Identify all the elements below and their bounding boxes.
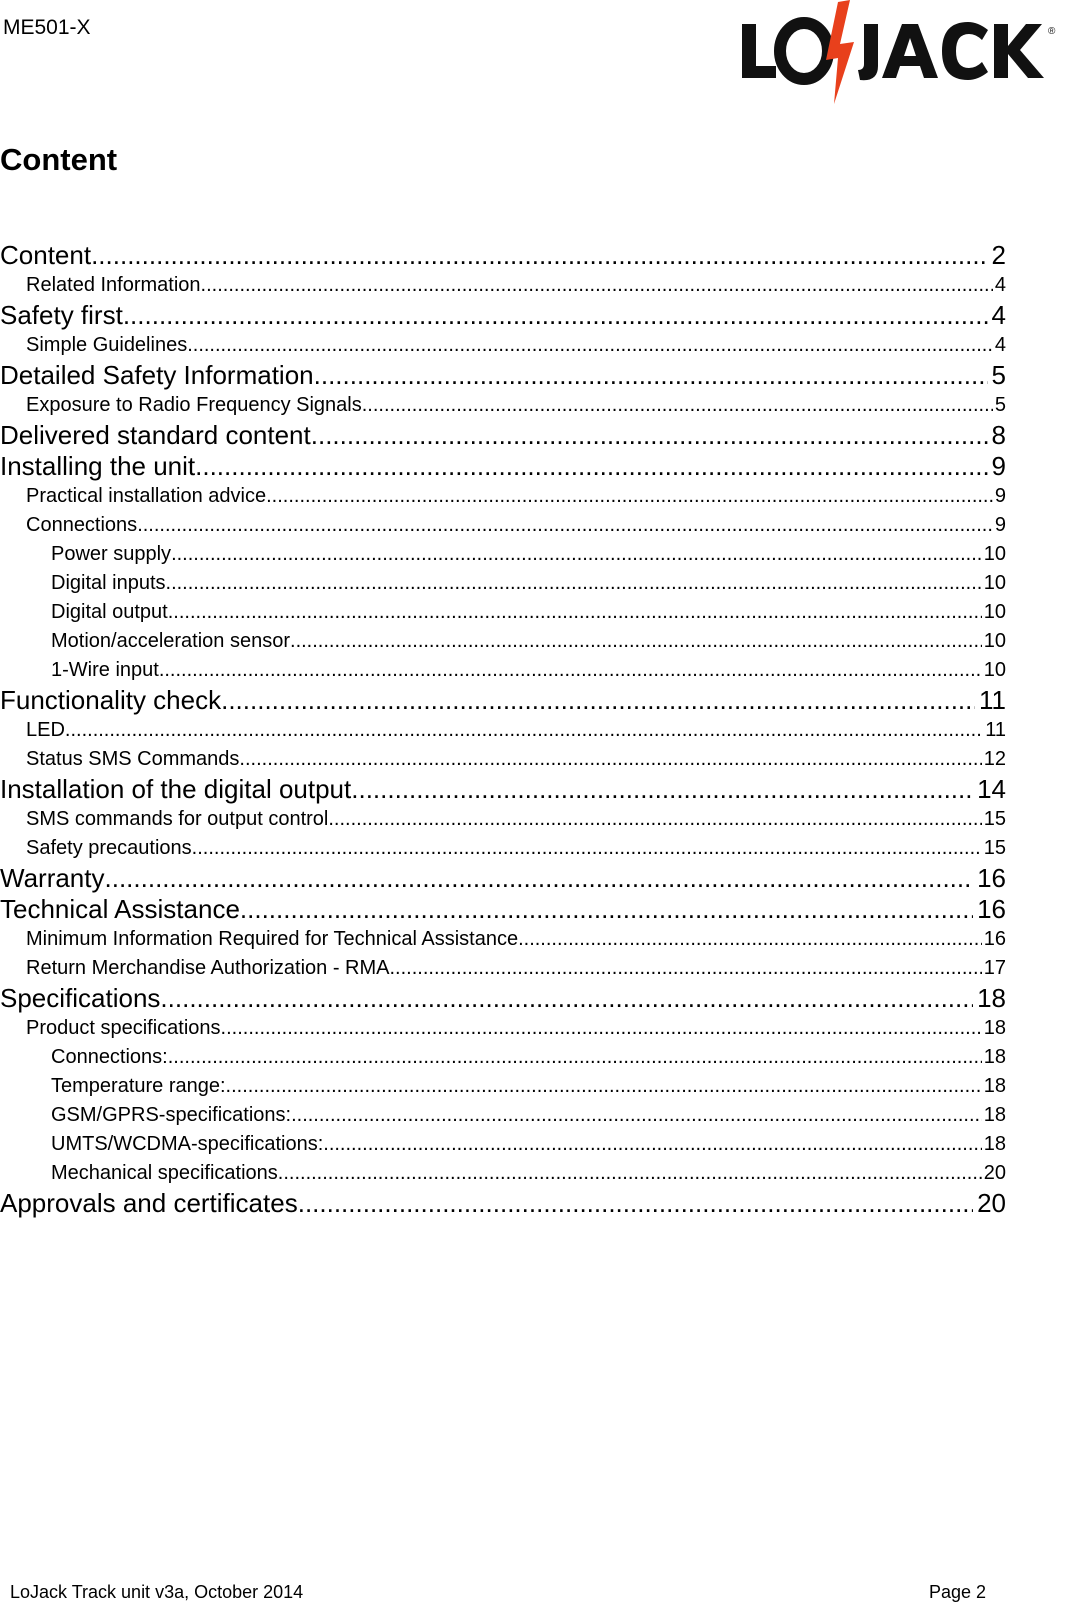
logo-letter-l [742,24,776,78]
toc-dot-leader [192,834,982,863]
toc-entry-label: Practical installation advice [26,485,267,507]
toc-entry[interactable] [0,391,1006,420]
toc-entry-page-number: 4 [994,274,1006,296]
toc-entry-page-number: 16 [977,863,1006,893]
toc-dot-leader [137,511,993,540]
toc-entry-page-number: 20 [983,1162,1006,1184]
toc-entry[interactable] [0,420,1006,451]
toc-entry[interactable] [0,1043,1006,1072]
toc-entry-page-number: 16 [983,928,1006,950]
toc-entry[interactable] [0,451,1006,482]
toc-entry[interactable] [0,1130,1006,1159]
toc-entry[interactable] [0,685,1006,716]
toc-entry[interactable] [0,1188,1006,1219]
toc-dot-leader [239,745,981,774]
toc-dot-leader [168,1043,982,1072]
toc-entry-label: SMS commands for output control [26,808,329,830]
toc-entry-page-number: 4 [991,300,1006,330]
toc-entry-page-number: 18 [983,1133,1006,1155]
toc-entry-label: LED [26,719,65,741]
toc-entry-page-number: 10 [983,543,1006,565]
toc-entry[interactable] [0,360,1006,391]
toc-entry[interactable] [0,954,1006,983]
toc-entry-page-number: 18 [983,1104,1006,1126]
toc-dot-leader [65,716,983,745]
toc-entry-page-number: 10 [983,630,1006,652]
toc-entry-page-number: 18 [983,1075,1006,1097]
toc-entry[interactable] [0,1014,1006,1043]
toc-entry[interactable] [0,1101,1006,1130]
toc-entry-label: Technical Assistance [0,894,240,924]
toc-entry-page-number: 5 [991,360,1006,390]
toc-entry[interactable] [0,774,1006,805]
toc-entry-page-number: 2 [991,240,1006,270]
toc-entry-page-number: 8 [991,420,1006,450]
toc-entry-label: Connections: [51,1046,168,1068]
toc-entry-label: Detailed Safety Information [0,360,314,390]
toc-entry-page-number: 18 [977,983,1006,1013]
toc-entry-page-number: 12 [983,748,1006,770]
toc-entry-page-number: 17 [983,957,1006,979]
toc-dot-leader [91,240,987,271]
toc-entry-label: Digital output [51,601,168,623]
document-code: ME501-X [3,16,91,39]
toc-dot-leader [168,598,982,627]
toc-entry-page-number: 4 [994,334,1006,356]
toc-entry-label: Motion/acceleration sensor [51,630,291,652]
toc-entry-page-number: 16 [977,894,1006,924]
toc-dot-leader [240,894,973,925]
toc-entry-page-number: 18 [983,1017,1006,1039]
toc-entry[interactable] [0,716,1006,745]
toc-entry-label: Warranty [0,863,105,893]
toc-dot-leader [362,391,993,420]
toc-entry[interactable] [0,511,1006,540]
page-title: Content [0,142,118,177]
toc-dot-leader [160,983,973,1014]
toc-entry-page-number: 9 [994,514,1006,536]
registered-mark: ® [1048,26,1056,37]
toc-dot-leader [291,1101,982,1130]
logo-letter-c [942,22,988,80]
toc-dot-leader [351,774,973,805]
toc-entry[interactable] [0,627,1006,656]
toc-entry[interactable] [0,1159,1006,1188]
table-of-contents [0,240,1006,1219]
toc-entry-page-number: 11 [979,685,1006,715]
toc-entry-label: Connections [26,514,138,536]
toc-entry-page-number: 14 [977,774,1006,804]
toc-dot-leader [105,863,974,894]
logo-letter-o [780,23,828,79]
toc-dot-leader [311,420,988,451]
toc-dot-leader [278,1159,982,1188]
toc-entry-label: Safety precautions [26,837,192,859]
logo-letter-j [858,24,878,80]
toc-entry-label: Installing the unit [0,451,196,481]
toc-entry-label: Related Information [26,274,201,296]
toc-entry-label: Power supply [51,543,172,565]
toc-entry-label: Safety first [0,300,123,330]
logo-letter-k [994,24,1044,78]
toc-entry-page-number: 10 [983,572,1006,594]
footer-page-number: Page 2 [929,1582,987,1602]
toc-entry-label: Status SMS Commands [26,748,240,770]
toc-dot-leader [323,1130,981,1159]
toc-dot-leader [221,685,975,716]
toc-dot-leader [195,451,987,482]
toc-entry-page-number: 20 [977,1188,1006,1218]
toc-entry-label: Specifications [0,983,161,1013]
toc-dot-leader [328,805,981,834]
toc-entry-page-number: 5 [994,394,1006,416]
toc-entry[interactable] [0,1072,1006,1101]
toc-entry[interactable] [0,240,1006,271]
logo-letter-a [882,24,938,78]
toc-entry[interactable] [0,834,1006,863]
toc-entry-label: Minimum Information Required for Technical Assistance [26,928,519,950]
toc-dot-leader [226,1072,982,1101]
toc-entry-label: Mechanical specifications [51,1162,278,1184]
toc-entry-label: Delivered standard content [0,420,311,450]
toc-entry-page-number: 9 [991,451,1006,481]
toc-entry-label: UMTS/WCDMA-specifications: [51,1133,324,1155]
toc-entry-label: Return Merchandise Authorization - RMA [26,957,390,979]
toc-entry-label: Digital inputs [51,572,166,594]
toc-dot-leader [171,540,982,569]
toc-entry[interactable] [0,482,1006,511]
toc-entry-page-number: 10 [983,659,1006,681]
toc-entry-label: Product specifications [26,1017,221,1039]
toc-entry-label: GSM/GPRS-specifications: [51,1104,292,1126]
toc-dot-leader [298,1188,973,1219]
toc-entry-label: Installation of the digital output [0,774,352,804]
toc-entry[interactable] [0,540,1006,569]
toc-entry-label: Content [0,240,92,270]
toc-entry[interactable] [0,805,1006,834]
toc-dot-leader [390,954,982,983]
toc-dot-leader [187,331,993,360]
toc-entry-label: 1-Wire input [51,659,159,681]
toc-entry[interactable] [0,271,1006,300]
lojack-logo [742,0,1062,110]
toc-entry[interactable] [0,331,1006,360]
toc-entry[interactable] [0,300,1006,331]
toc-dot-leader [518,925,982,954]
toc-entry-page-number: 18 [983,1046,1006,1068]
toc-entry-page-number: 15 [983,808,1006,830]
toc-dot-leader [123,300,988,331]
toc-entry-page-number: 11 [985,719,1006,741]
toc-dot-leader [166,569,982,598]
toc-entry[interactable] [0,894,1006,925]
toc-dot-leader [266,482,993,511]
toc-dot-leader [290,627,982,656]
toc-entry-page-number: 9 [994,485,1006,507]
toc-dot-leader [314,360,988,391]
toc-entry[interactable] [0,598,1006,627]
logo-bolt-icon [826,0,854,104]
toc-entry[interactable] [0,983,1006,1014]
toc-entry-label: Simple Guidelines [26,334,188,356]
footer-document-info: LoJack Track unit v3a, October 2014 [10,1582,304,1602]
toc-entry[interactable] [0,925,1006,954]
toc-entry-label: Approvals and certificates [0,1188,298,1218]
toc-entry-label: Exposure to Radio Frequency Signals [26,394,362,416]
toc-dot-leader [221,1014,982,1043]
toc-entry-page-number: 15 [983,837,1006,859]
toc-entry[interactable] [0,863,1006,894]
toc-dot-leader [201,271,993,300]
toc-entry[interactable] [0,569,1006,598]
toc-entry[interactable] [0,656,1006,685]
toc-dot-leader [159,656,982,685]
toc-entry-page-number: 10 [983,601,1006,623]
toc-entry-label: Functionality check [0,685,222,715]
toc-entry[interactable] [0,745,1006,774]
toc-entry-label: Temperature range: [51,1075,226,1097]
